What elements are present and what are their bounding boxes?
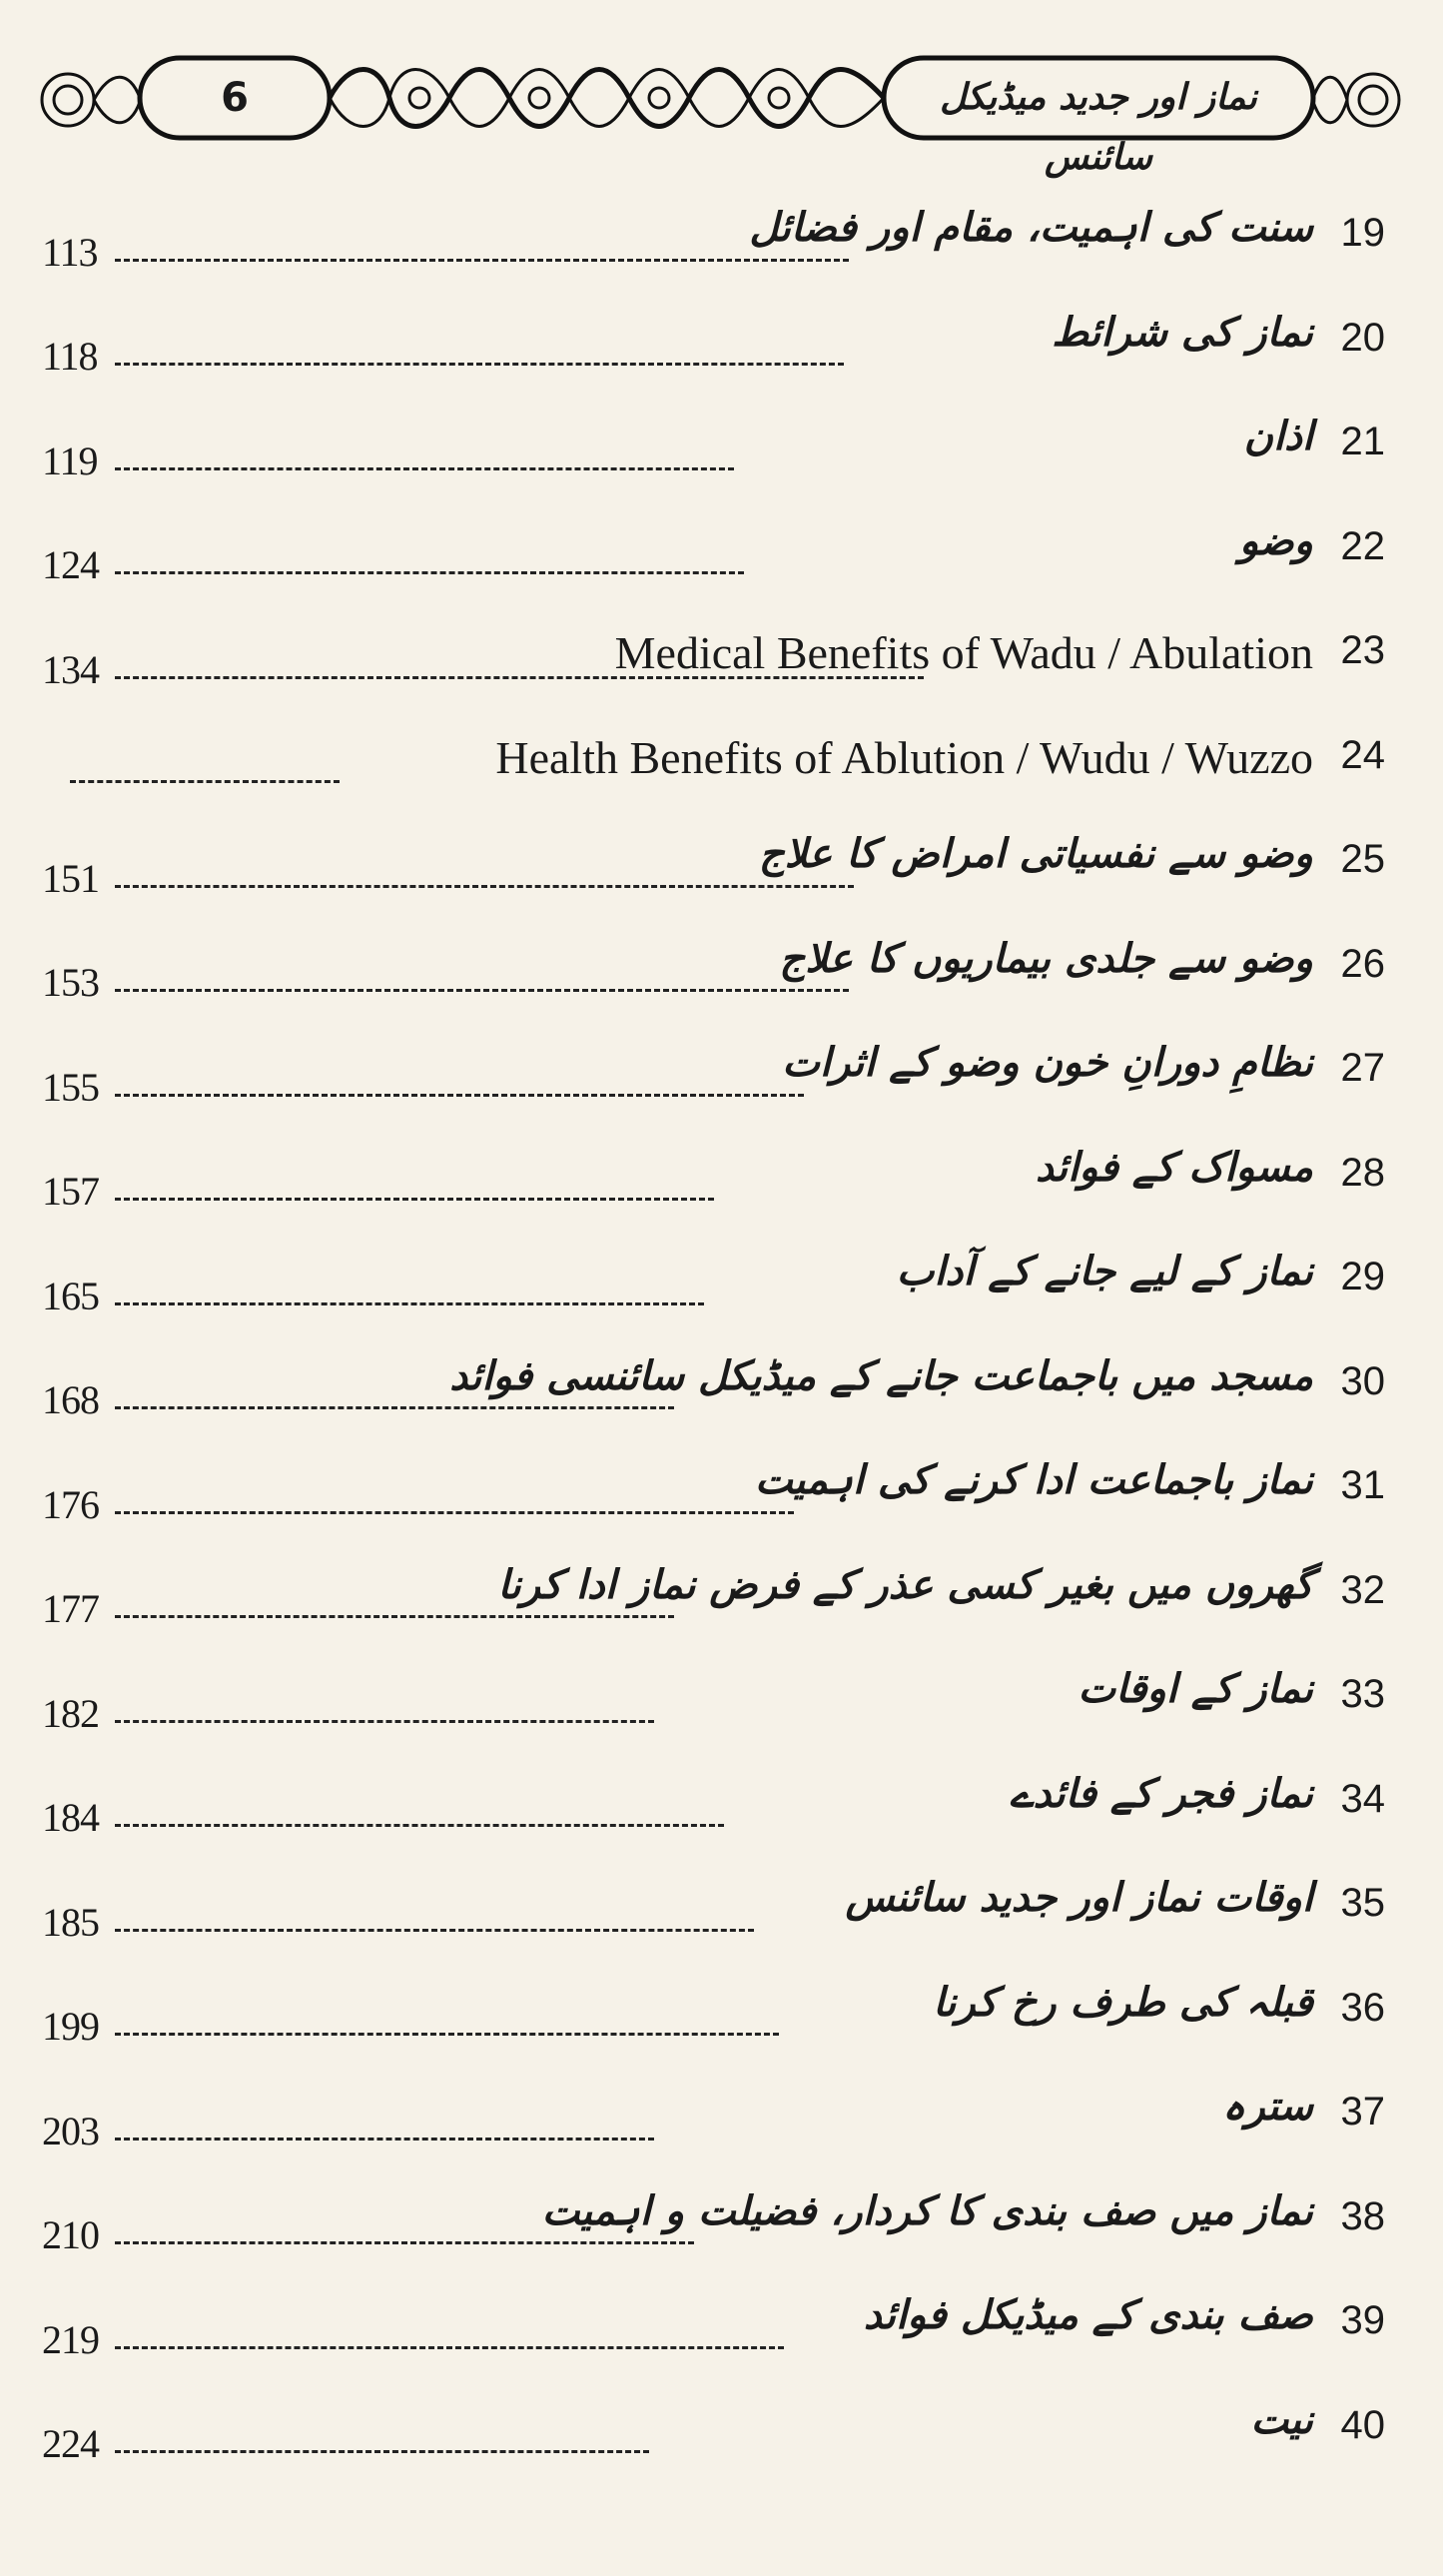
toc-page-number: 124 [42,542,99,587]
toc-title: Medical Benefits of Wadu / Abulation [614,627,1313,678]
toc-entry-number: 35 [1340,1881,1385,1925]
toc-title: اذان [1243,414,1313,459]
toc-title: نماز کے اوقات [1078,1666,1313,1712]
toc-page-number: 119 [42,437,98,483]
toc-row [0,705,1443,810]
toc-row [0,809,1443,914]
toc-entry-number: 36 [1340,1985,1385,2030]
toc-row [0,496,1443,601]
toc-row [0,2375,1443,2480]
toc-page-number: 203 [42,2108,99,2153]
toc-row [0,1853,1443,1958]
toc-entry-number: 39 [1340,2298,1385,2342]
toc-title: نظامِ دورانِ خون وضو کے اثرات [782,1040,1313,1086]
toc-leader-dots [115,2450,649,2453]
toc-page-number: 157 [42,1169,99,1214]
toc-leader-dots [115,1094,804,1097]
toc-leader-dots [115,1929,754,1932]
toc-row [0,288,1443,393]
toc-entry-number: 24 [1340,732,1385,777]
toc-page-number: 118 [42,334,98,379]
toc-leader-dots [115,989,849,992]
toc-leader-dots [115,571,744,574]
toc-leader-dots [115,467,734,470]
toc-title: سنت کی اہمیت، مقام اور فضائل [749,205,1313,251]
toc-row [0,1958,1443,2063]
toc-entry-number: 40 [1340,2402,1385,2447]
toc-entry-number: 27 [1340,1046,1385,1090]
toc-page-number: 224 [42,2421,99,2466]
toc-leader-dots [115,1615,674,1618]
toc-title: Health Benefits of Ablution / Wudu / Wuzzo [495,731,1313,783]
toc-entry-number: 22 [1340,523,1385,568]
toc-entry-number: 26 [1340,941,1385,986]
running-title: نماز اور جدید میڈیکل سائنس [940,77,1257,178]
toc-page-number: 219 [42,2316,99,2362]
toc-page-number: 165 [42,1273,99,1318]
toc-row [0,1123,1443,1228]
toc-row [0,1227,1443,1331]
toc-entry-number: 25 [1340,837,1385,881]
toc-page-number: 134 [42,646,99,692]
toc-page-number: 177 [42,1586,99,1631]
toc-entry-number: 29 [1340,1255,1385,1298]
toc-leader-dots [115,885,854,888]
toc-entry-number: 31 [1340,1463,1385,1507]
toc-row [0,2062,1443,2166]
toc-title: قبلہ کی طرف رخ کرنا [933,1979,1313,2026]
toc-row [0,1435,1443,1540]
toc-row [0,914,1443,1019]
toc-title: مسجد میں باجماعت جانے کے میڈیکل سائنسی فوائد [449,1352,1313,1399]
toc-entry-number: 23 [1340,628,1385,672]
page-number: 6 [221,75,249,121]
toc-row [0,183,1443,288]
toc-leader-dots [115,1720,654,1723]
toc-leader-dots [115,1824,724,1827]
toc-title: نماز فجر کے فائدے [1010,1770,1313,1817]
toc-leader-dots [115,2346,784,2349]
toc-entry-number: 32 [1340,1567,1385,1612]
toc-entry-number: 33 [1340,1672,1385,1716]
toc-row [0,1644,1443,1749]
toc-entry-number: 21 [1340,420,1385,463]
toc-title: نماز باجماعت ادا کرنے کی اہمیت [754,1457,1313,1503]
toc-page-number: 153 [42,960,99,1005]
toc-entry-number: 30 [1340,1358,1385,1403]
toc-page-number: 185 [42,1899,99,1945]
table-of-contents [0,183,1443,2479]
toc-leader-dots [115,1511,794,1514]
toc-entry-number: 20 [1340,315,1385,360]
toc-title: وضو سے نفسیاتی امراض کا علاج [758,831,1313,877]
toc-leader-dots [115,1198,714,1201]
toc-page-number: 113 [42,229,98,275]
ornamental-header [30,40,1413,178]
toc-page-number: 182 [42,1690,99,1736]
toc-entry-number: 37 [1340,2090,1385,2134]
toc-title: نماز کی شرائط [1052,309,1313,356]
toc-entry-number: 34 [1340,1776,1385,1821]
toc-leader-dots [115,2033,779,2036]
toc-row [0,1018,1443,1123]
toc-row [0,392,1443,496]
toc-page-number: 168 [42,1377,99,1422]
toc-leader-dots [115,363,844,366]
toc-leader-dots [70,780,340,783]
toc-title: سترہ [1221,2084,1313,2130]
toc-title: نماز کے لیے جانے کے آداب [896,1249,1313,1294]
toc-leader-dots [115,2138,654,2141]
toc-page-number: 155 [42,1064,99,1110]
toc-row [0,2166,1443,2271]
toc-page-number: 151 [42,855,99,901]
toc-row [0,2270,1443,2375]
toc-entry-number: 38 [1340,2193,1385,2238]
toc-row [0,1540,1443,1645]
toc-page-number: 199 [42,2004,99,2049]
toc-row [0,1331,1443,1436]
toc-page-number: 184 [42,1795,99,1840]
toc-leader-dots [115,1302,704,1305]
toc-entry-number: 28 [1340,1150,1385,1195]
toc-page-number: 210 [42,2212,99,2257]
toc-row [0,1749,1443,1854]
toc-title: وضو [1239,517,1313,564]
toc-leader-dots [115,2241,694,2244]
toc-title: گھروں میں بغیر کسی عذر کے فرض نماز ادا کرنا [497,1561,1313,1608]
toc-row [0,600,1443,705]
toc-leader-dots [115,259,849,262]
toc-title: مسواک کے فوائد [1035,1144,1313,1191]
toc-title: وضو سے جلدی بیماریوں کا علاج [779,935,1313,982]
toc-title: اوقات نماز اور جدید سائنس [845,1875,1313,1921]
toc-leader-dots [115,1406,674,1409]
toc-title: نیت [1250,2396,1313,2443]
toc-page-number: 176 [42,1481,99,1527]
toc-title: صف بندی کے میڈیکل فوائد [863,2292,1313,2338]
toc-title: نماز میں صف بندی کا کردار، فضیلت و اہمیت [541,2187,1313,2234]
toc-entry-number: 19 [1340,211,1385,255]
